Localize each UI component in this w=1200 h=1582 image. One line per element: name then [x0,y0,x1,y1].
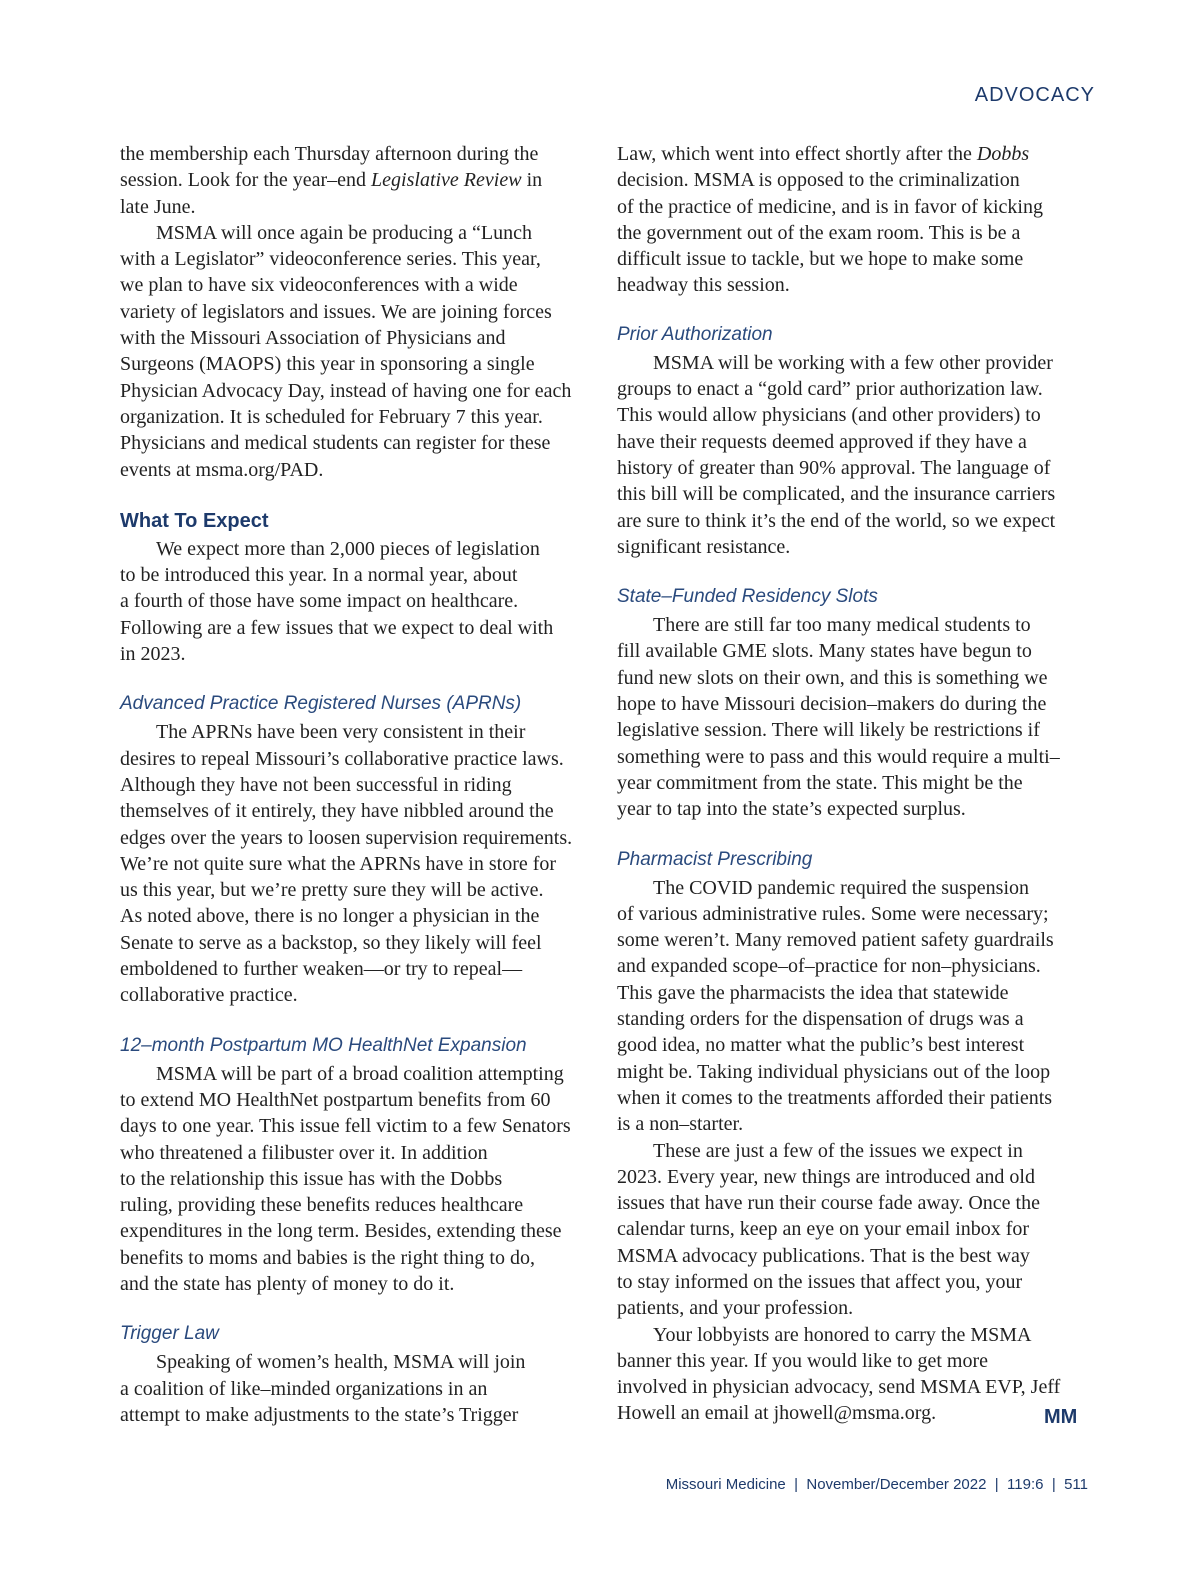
paragraph-continued: the membership each Thursday afternoon during the session. Look for the year–end Legislative Review in late June. [120,143,543,218]
paragraph-lunch-legislator: MSMA will once again be producing a “Lunch with a Legislator” videoconference series. This year, we plan to have six videoconferences with a wide variety of legislators and issues. We are joining forces with the Missouri Association of Physicians and Surgeons (MAOPS) this year in sponsoring a single Physician Advocacy Day, instead of having one for each organization. It is scheduled for February 7 this year. Physicians and medical students can register for these events at msma.org/PAD. [120,221,572,481]
heading-pharmacist-prescribing: Pharmacist Prescribing [617,848,813,870]
legislative-review-title: Legislative Review [371,169,522,192]
page-footer: Missouri Medicine | November/December 2022 | 119:6 | 511 [665,1476,1088,1493]
heading-residency-slots: State–Funded Residency Slots [617,586,878,608]
paragraph-trigger-law-continued: Law, which went into effect shortly after the Dobbs decision. MSMA is opposed to the criminalization of the practice of medicine, and is in favor of kicking the government out of the exam room. This is be a difficult issue to tackle, but we hope to make some headway this session. [617,143,1043,297]
end-of-article-mark: MM [1044,1406,1078,1428]
paragraph-residency-slots: There are still far too many medical students to fill available GME slots. Many states have begun to fund new slots on their own, and this is something we hope to have Missouri decision–makers do during the legislative session. There will likely be restrictions if something were to pass and this would require a multi– year commitment from the state. This might be the year to tap into the state’s expected surplus. [617,614,1060,821]
paragraph-pharmacist-prescribing: The COVID pandemic required the suspension of various administrative rules. Some were necessary; some weren’t. Many removed patient safety guardrails and expanded scope–of–practice for non–physicians. This gave the pharmacists the idea that statewide standing orders for the dispensation of drugs was a good idea, no matter what the public’s best interest might be. Taking individual physicians out of the loop when it comes to the treatments afforded their patients is a non–starter. [617,876,1054,1136]
heading-trigger-law: Trigger Law [120,1323,219,1345]
section-label: ADVOCACY [974,84,1095,106]
heading-aprns: Advanced Practice Registered Nurses (APRNs) [120,693,522,715]
paragraph-what-to-expect: We expect more than 2,000 pieces of legislation to be introduced this year. In a normal year, about a fourth of those have some impact on healthcare. Following are a few issues that we expect to deal with in 2023. [120,537,554,666]
paragraph-postpartum: MSMA will be part of a broad coalition attempting to extend MO HealthNet postpartum benefits from 60 days to one year. This issue fell victim to a few Senators who threatened a filibuster over it. In addition to the relationship this issue has with the Dobbs ruling, providing these benefits reduces healthcare expenditures in the long term. Besides, extending these benefits to moms and babies is the right thing to do, and the state has plenty of money to do it. [120,1062,571,1295]
paragraph-aprns: The APRNs have been very consistent in their desires to repeal Missouri’s collaborative practice laws. Although they have not been successful in riding themselves of it entirely, they have nibbled around the edges over the years to loosen supervision requirements. We’re not quite sure what the APRNs have in store for us this year, but we’re pretty sure they will be active. As noted above, there is no longer a physician in the Senate to serve as a backstop, so they likely will feel emboldened to further weaken—or try to repeal— collaborative practice. [120,721,573,1007]
footer-journal: Missouri Medicine [665,1476,786,1493]
footer-volume: 119:6 [1007,1476,1044,1493]
right-column [617,141,1093,1427]
paragraph-closing: These are just a few of the issues we expect in 2023. Every year, new things are introduced and old issues that have run their course fade away. Once the calendar turns, keep an eye on your email inbox for MSMA advocacy publications. That is the best way to stay informed on the issues that affect you, your patients, and your profession. [617,1139,1040,1320]
paragraph-prior-authorization: MSMA will be working with a few other provider groups to enact a “gold card” prior authorization law. This would allow physicians (and other providers) to have their requests deemed approved if they have a history of greater than 90% approval. The language of this bill will be complicated, and the insurance carriers are sure to think it’s the end of the world, so we expect significant resistance. [617,351,1056,558]
footer-issue: November/December 2022 [806,1476,987,1493]
left-column [120,141,596,1428]
heading-prior-authorization: Prior Authorization [617,323,773,345]
paragraph-lobbyists: Your lobbyists are honored to carry the MSMA banner this year. If you would like to get more involved in physician advocacy, send MSMA EVP, Jeff Howell an email at jhowell@msma.org. [617,1323,1061,1425]
heading-what-to-expect: What To Expect [120,509,269,532]
footer-page-number: 511 [1064,1476,1088,1493]
heading-postpartum: 12–month Postpartum MO HealthNet Expansion [120,1034,527,1056]
dobbs-italic: Dobbs [976,143,1030,165]
paragraph-trigger-law: Speaking of women’s health, MSMA will join a coalition of like–minded organizations in an attempt to make adjustments to the state’s Trigger [120,1351,526,1426]
